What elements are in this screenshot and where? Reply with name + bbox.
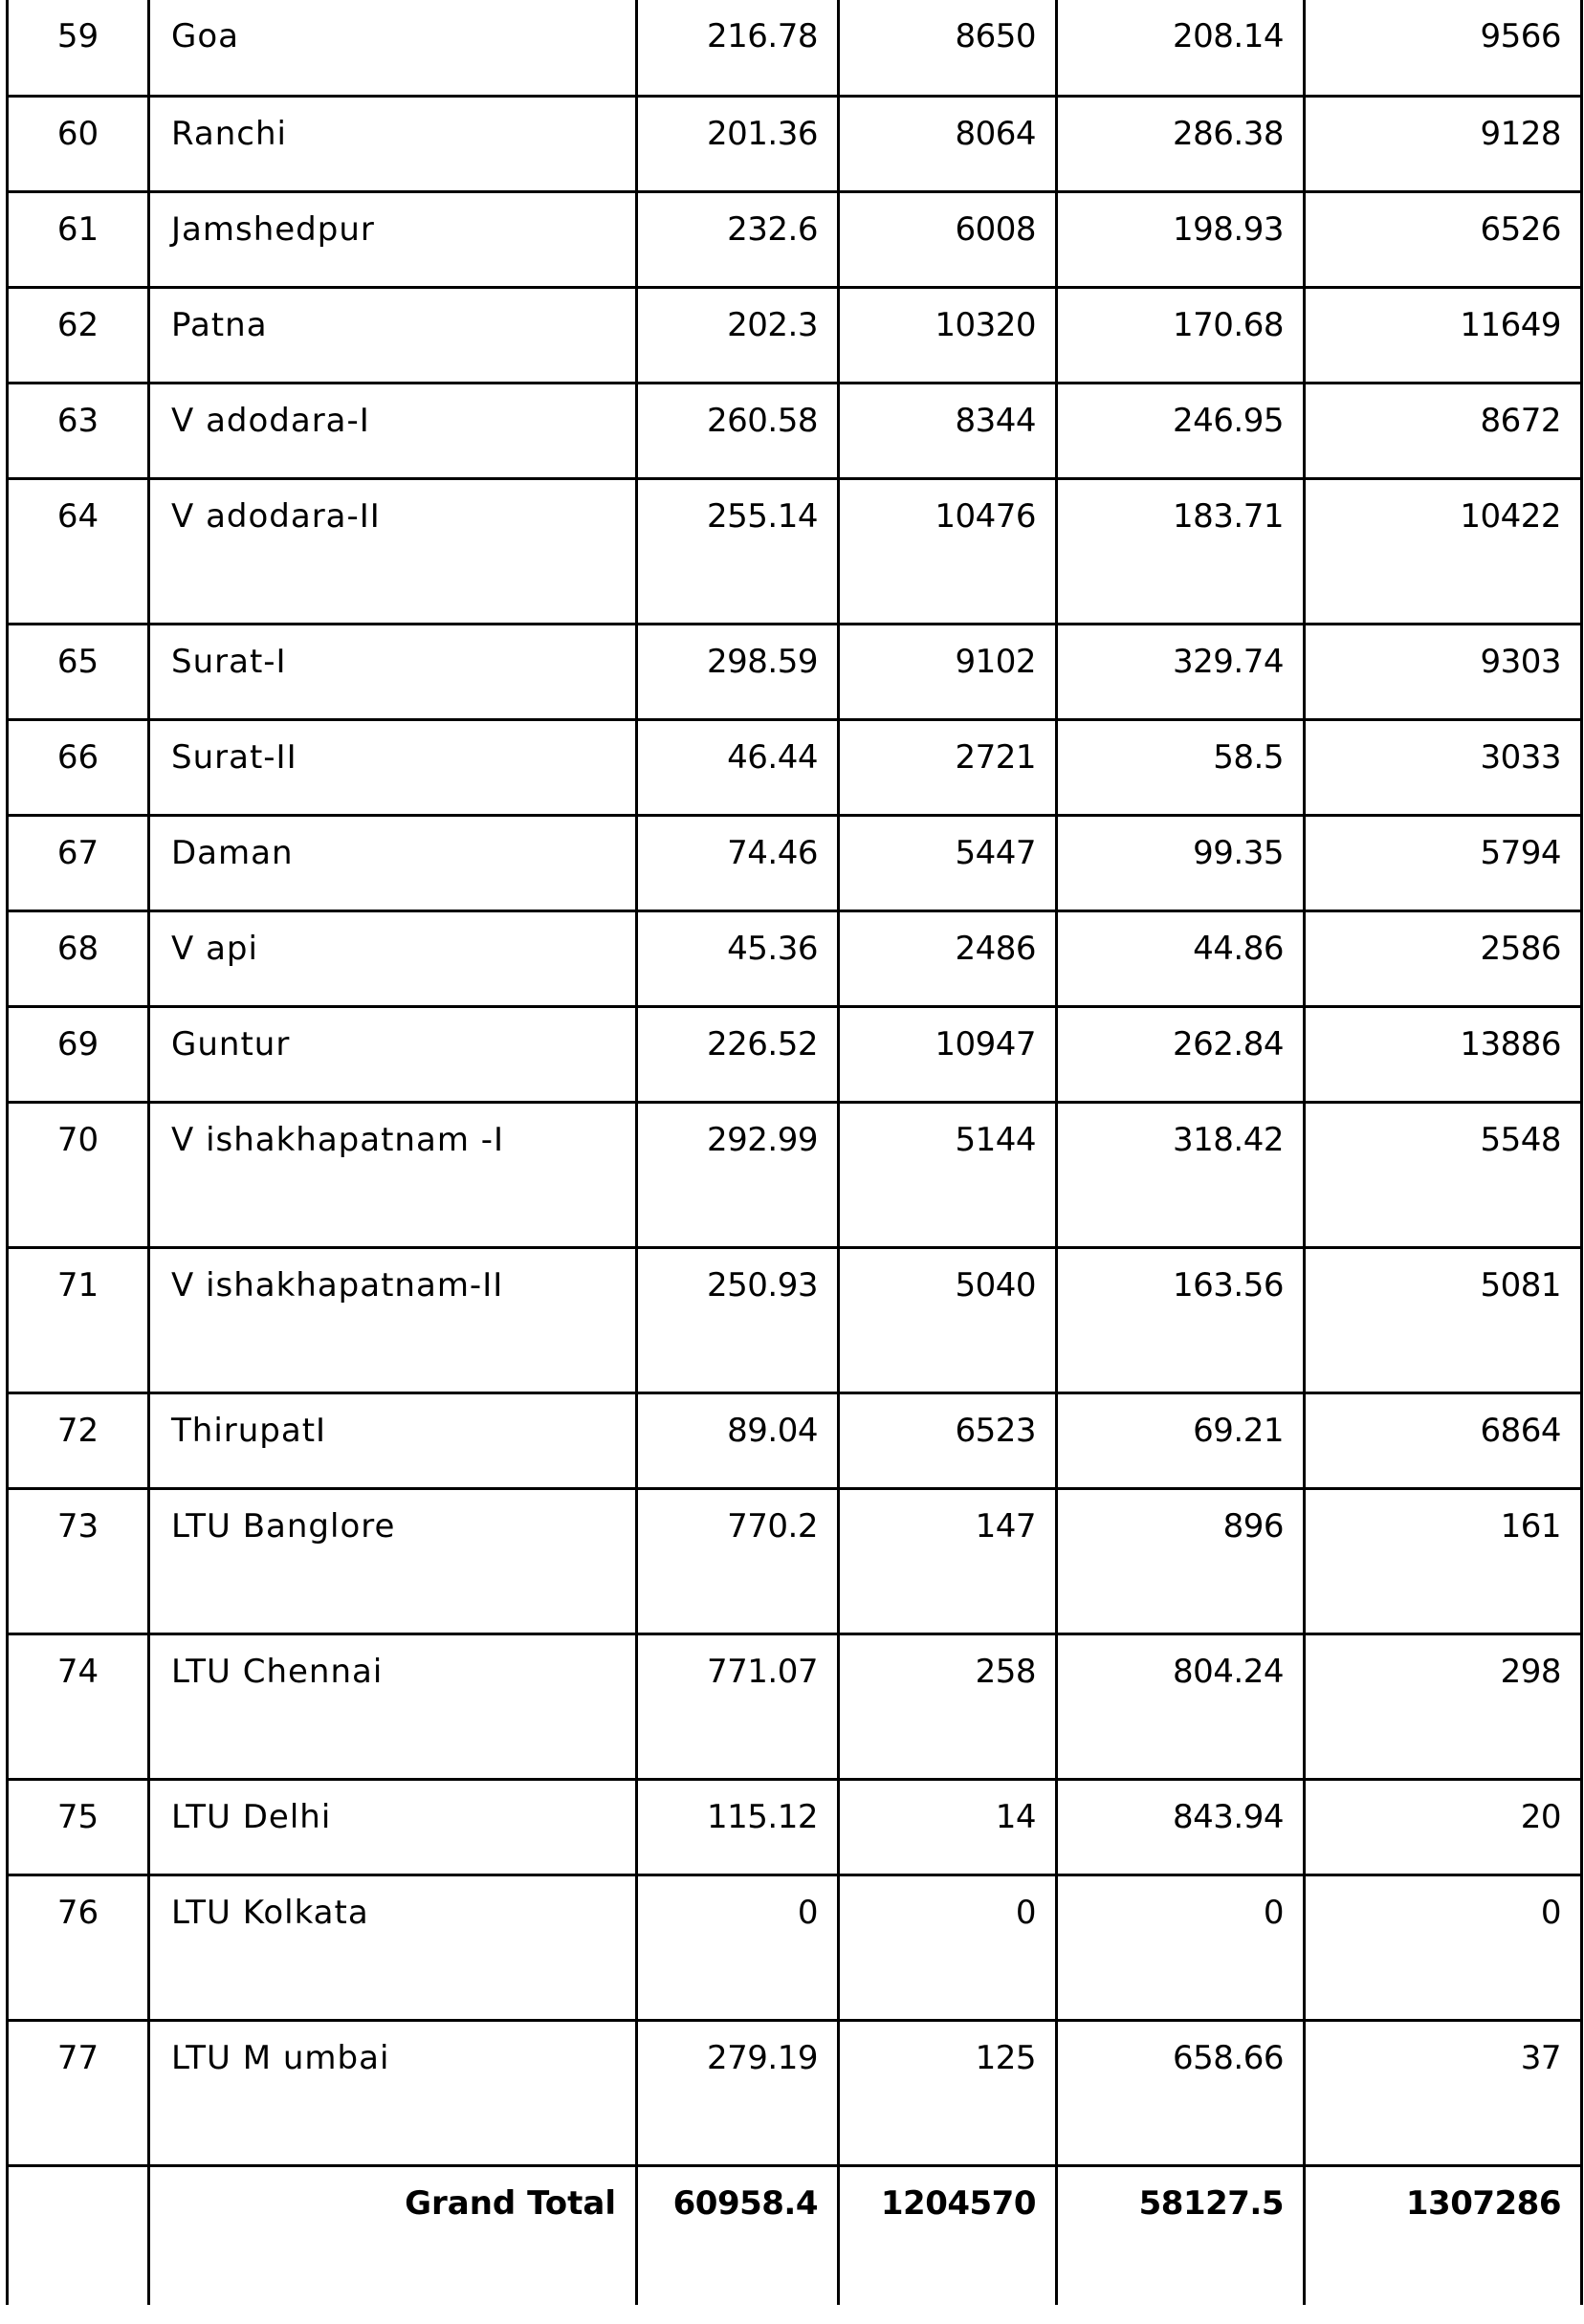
row-value-2: 8650 (839, 0, 1057, 96)
row-value-1: 255.14 (637, 478, 839, 624)
grand-total-label: Grand Total (149, 2165, 637, 2305)
row-office-name: V ishakhapatnam -I (149, 1102, 637, 1247)
table-row (8, 719, 1582, 815)
row-value-1: 202.3 (637, 287, 839, 383)
row-value-1: 279.19 (637, 2020, 839, 2165)
row-value-2: 9102 (839, 624, 1057, 719)
row-value-3: 896 (1057, 1488, 1305, 1633)
row-value-3: 262.84 (1057, 1006, 1305, 1102)
row-value-4: 13886 (1305, 1006, 1582, 1102)
row-value-3: 163.56 (1057, 1247, 1305, 1392)
row-value-3: 44.86 (1057, 910, 1305, 1006)
row-value-2: 8064 (839, 96, 1057, 191)
row-office-name: ThirupatI (149, 1392, 637, 1488)
row-value-3: 198.93 (1057, 191, 1305, 287)
row-value-4: 5081 (1305, 1247, 1582, 1392)
row-serial-number: 71 (8, 1247, 149, 1392)
row-office-name: Surat-I (149, 624, 637, 719)
row-office-name: LTU Delhi (149, 1779, 637, 1875)
table-row (8, 191, 1582, 287)
row-value-4: 0 (1305, 1875, 1582, 2020)
row-value-2: 258 (839, 1633, 1057, 1779)
row-value-3: 99.35 (1057, 815, 1305, 910)
row-value-2: 147 (839, 1488, 1057, 1633)
row-value-2: 6523 (839, 1392, 1057, 1488)
table-row (8, 383, 1582, 478)
grand-total-sno (8, 2165, 149, 2305)
row-value-3: 208.14 (1057, 0, 1305, 96)
grand-total-v1: 60958.4 (637, 2165, 839, 2305)
row-value-1: 115.12 (637, 1779, 839, 1875)
row-value-1: 260.58 (637, 383, 839, 478)
grand-total-row (8, 2165, 1582, 2305)
row-value-4: 298 (1305, 1633, 1582, 1779)
row-office-name: Surat-II (149, 719, 637, 815)
table-row (8, 1247, 1582, 1392)
row-serial-number: 67 (8, 815, 149, 910)
row-value-4: 3033 (1305, 719, 1582, 815)
row-office-name: V adodara-I (149, 383, 637, 478)
row-value-4: 37 (1305, 2020, 1582, 2165)
table-row (8, 0, 1582, 96)
row-office-name: LTU M umbai (149, 2020, 637, 2165)
row-value-1: 771.07 (637, 1633, 839, 1779)
row-office-name: Daman (149, 815, 637, 910)
row-value-4: 20 (1305, 1779, 1582, 1875)
table-row (8, 1875, 1582, 2020)
row-value-1: 0 (637, 1875, 839, 2020)
row-serial-number: 74 (8, 1633, 149, 1779)
row-value-3: 183.71 (1057, 478, 1305, 624)
row-office-name: Guntur (149, 1006, 637, 1102)
row-office-name: Jamshedpur (149, 191, 637, 287)
table-row (8, 815, 1582, 910)
row-value-1: 216.78 (637, 0, 839, 96)
row-value-2: 10476 (839, 478, 1057, 624)
row-serial-number: 61 (8, 191, 149, 287)
row-value-3: 246.95 (1057, 383, 1305, 478)
row-value-1: 45.36 (637, 910, 839, 1006)
row-serial-number: 69 (8, 1006, 149, 1102)
row-value-2: 8344 (839, 383, 1057, 478)
row-serial-number: 68 (8, 910, 149, 1006)
table-body (8, 0, 1582, 2305)
row-office-name: LTU Chennai (149, 1633, 637, 1779)
row-serial-number: 77 (8, 2020, 149, 2165)
row-serial-number: 65 (8, 624, 149, 719)
row-value-3: 58.5 (1057, 719, 1305, 815)
row-serial-number: 76 (8, 1875, 149, 2020)
row-value-3: 658.66 (1057, 2020, 1305, 2165)
revenue-table (6, 0, 1583, 2305)
row-value-1: 292.99 (637, 1102, 839, 1247)
grand-total-v3: 58127.5 (1057, 2165, 1305, 2305)
row-serial-number: 75 (8, 1779, 149, 1875)
table-row (8, 910, 1582, 1006)
row-value-4: 11649 (1305, 287, 1582, 383)
row-office-name: Patna (149, 287, 637, 383)
row-value-2: 5040 (839, 1247, 1057, 1392)
row-serial-number: 72 (8, 1392, 149, 1488)
grand-total-v4: 1307286 (1305, 2165, 1582, 2305)
row-serial-number: 73 (8, 1488, 149, 1633)
table-row (8, 1488, 1582, 1633)
row-office-name: Ranchi (149, 96, 637, 191)
row-value-1: 201.36 (637, 96, 839, 191)
table-row (8, 1102, 1582, 1247)
row-value-4: 2586 (1305, 910, 1582, 1006)
row-value-4: 6864 (1305, 1392, 1582, 1488)
grand-total-v2: 1204570 (839, 2165, 1057, 2305)
row-value-4: 9128 (1305, 96, 1582, 191)
table-row (8, 1779, 1582, 1875)
row-value-1: 74.46 (637, 815, 839, 910)
row-value-3: 69.21 (1057, 1392, 1305, 1488)
row-value-3: 286.38 (1057, 96, 1305, 191)
row-value-2: 6008 (839, 191, 1057, 287)
row-value-4: 5794 (1305, 815, 1582, 910)
row-value-4: 9303 (1305, 624, 1582, 719)
row-serial-number: 64 (8, 478, 149, 624)
row-value-1: 232.6 (637, 191, 839, 287)
row-office-name: LTU Banglore (149, 1488, 637, 1633)
row-value-3: 843.94 (1057, 1779, 1305, 1875)
row-office-name: LTU Kolkata (149, 1875, 637, 2020)
row-serial-number: 63 (8, 383, 149, 478)
row-value-2: 5447 (839, 815, 1057, 910)
table-row (8, 1392, 1582, 1488)
table-row (8, 1006, 1582, 1102)
row-office-name: V api (149, 910, 637, 1006)
row-value-4: 9566 (1305, 0, 1582, 96)
row-value-2: 125 (839, 2020, 1057, 2165)
row-value-3: 318.42 (1057, 1102, 1305, 1247)
row-value-4: 161 (1305, 1488, 1582, 1633)
row-serial-number: 60 (8, 96, 149, 191)
table-row (8, 1633, 1582, 1779)
table-row (8, 478, 1582, 624)
row-value-2: 10320 (839, 287, 1057, 383)
table-row (8, 2020, 1582, 2165)
row-value-3: 170.68 (1057, 287, 1305, 383)
data-sheet (6, 0, 1580, 2305)
row-office-name: V adodara-II (149, 478, 637, 624)
row-value-1: 298.59 (637, 624, 839, 719)
row-value-1: 250.93 (637, 1247, 839, 1392)
row-value-1: 226.52 (637, 1006, 839, 1102)
table-row (8, 96, 1582, 191)
row-value-2: 0 (839, 1875, 1057, 2020)
row-value-4: 5548 (1305, 1102, 1582, 1247)
row-value-1: 46.44 (637, 719, 839, 815)
row-value-1: 770.2 (637, 1488, 839, 1633)
row-value-2: 14 (839, 1779, 1057, 1875)
row-value-3: 804.24 (1057, 1633, 1305, 1779)
row-serial-number: 62 (8, 287, 149, 383)
row-serial-number: 70 (8, 1102, 149, 1247)
row-serial-number: 59 (8, 0, 149, 96)
row-value-3: 329.74 (1057, 624, 1305, 719)
table-row (8, 287, 1582, 383)
row-value-4: 8672 (1305, 383, 1582, 478)
row-value-3: 0 (1057, 1875, 1305, 2020)
row-office-name: Goa (149, 0, 637, 96)
row-value-1: 89.04 (637, 1392, 839, 1488)
row-value-2: 2486 (839, 910, 1057, 1006)
row-value-2: 10947 (839, 1006, 1057, 1102)
row-office-name: V ishakhapatnam-II (149, 1247, 637, 1392)
row-value-2: 2721 (839, 719, 1057, 815)
row-value-4: 10422 (1305, 478, 1582, 624)
row-serial-number: 66 (8, 719, 149, 815)
table-row (8, 624, 1582, 719)
row-value-2: 5144 (839, 1102, 1057, 1247)
row-value-4: 6526 (1305, 191, 1582, 287)
